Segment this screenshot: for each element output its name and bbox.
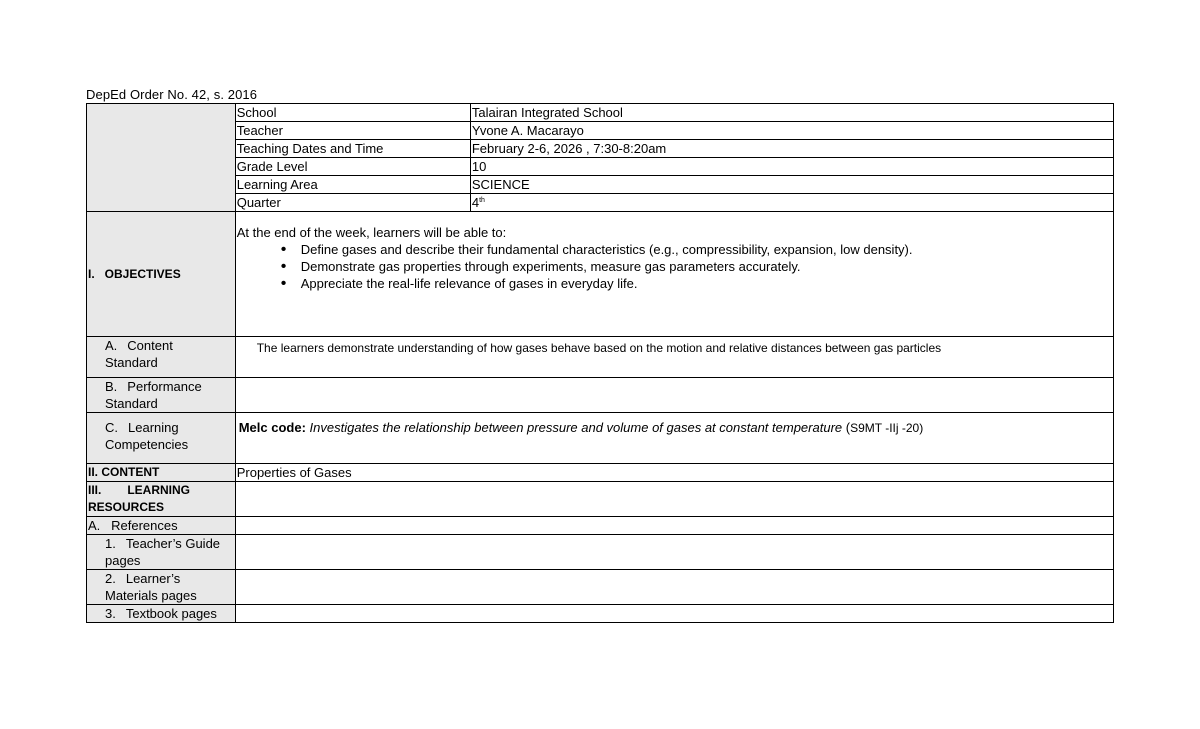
info-row-grade: [87, 158, 1114, 176]
info-row-school: [87, 104, 1114, 122]
performance-standard-line2: Standard: [105, 396, 158, 411]
objectives-content-cell: [235, 212, 1113, 337]
references-label: A. References: [87, 517, 236, 535]
objectives-label: OBJECTIVES: [104, 266, 181, 281]
content-label: II. CONTENT: [87, 464, 236, 482]
melc-label: Melc code:: [238, 420, 306, 435]
learning-resources-roman: III.: [88, 483, 102, 497]
info-value: February 2-6, 2026 , 7:30-8:20am: [470, 140, 1113, 158]
references-value: [235, 517, 1113, 535]
melc-cell: [235, 413, 1113, 464]
melc-code-open: (: [845, 420, 851, 435]
content-value: Properties of Gases: [235, 464, 1113, 482]
reference-num: 3.: [105, 606, 116, 621]
reference-num: 2.: [105, 571, 116, 586]
content-standard-num: A.: [105, 338, 118, 353]
performance-standard-line1: Performance: [127, 379, 202, 394]
performance-standard-text: [235, 378, 1113, 413]
info-label: Learning Area: [235, 176, 470, 194]
info-label: School: [235, 104, 470, 122]
objectives-label-cell: [87, 212, 236, 337]
content-standard-label-cell: [87, 337, 236, 378]
learning-competencies-num: C.: [105, 420, 118, 435]
info-label: Quarter: [235, 194, 470, 212]
reference-row: [87, 605, 1114, 623]
info-value: Yvone A. Macarayo: [470, 122, 1113, 140]
daily-lesson-log-table: [86, 103, 1114, 623]
header-blank-cell: [87, 104, 236, 212]
objective-item: • Appreciate the real-life relevance of gases in everyday life.: [301, 275, 1112, 292]
info-value: 10: [470, 158, 1113, 176]
learning-resources-line1: LEARNING: [127, 483, 191, 497]
performance-standard-row: [87, 378, 1114, 413]
reference-line1: Textbook pages: [125, 606, 217, 621]
quarter-number: 4: [471, 195, 480, 210]
info-value: Talairan Integrated School: [470, 104, 1113, 122]
info-label: Teacher: [235, 122, 470, 140]
info-value: [470, 194, 1113, 212]
quarter-suffix: th: [479, 197, 485, 204]
objective-item: • Demonstrate gas properties through experiments, measure gas parameters accurately.: [301, 258, 1112, 275]
reference-line1: Teacher’s Guide: [125, 536, 221, 551]
info-row-teacher: [87, 122, 1114, 140]
objectives-list: [237, 241, 1112, 292]
reference-num: 1.: [105, 536, 116, 551]
learning-resources-value: [235, 482, 1113, 517]
reference-value: [235, 605, 1113, 623]
learning-competencies-line2: Competencies: [105, 437, 189, 452]
reference-row: [87, 535, 1114, 570]
reference-row: [87, 570, 1114, 605]
melc-code: S9MT -IIj -20): [850, 421, 924, 435]
learning-competencies-row: [87, 413, 1114, 464]
learning-resources-label-cell: [87, 482, 236, 517]
objectives-row: [87, 212, 1114, 337]
reference-label-cell: [87, 570, 236, 605]
reference-value: [235, 535, 1113, 570]
melc-text: Investigates the relationship between pressure and volume of gases at constant temperature: [309, 420, 843, 435]
deped-order-label: DepEd Order No. 42, s. 2016: [86, 87, 258, 102]
content-standard-line1: Content: [127, 338, 173, 353]
reference-value: [235, 570, 1113, 605]
info-row-area: [87, 176, 1114, 194]
reference-label-cell: [87, 605, 236, 623]
learning-competencies-label-cell: [87, 413, 236, 464]
content-standard-line2: Standard: [105, 355, 158, 370]
reference-line2: pages: [105, 553, 141, 568]
learning-resources-line2: RESOURCES: [88, 500, 165, 514]
objective-item: • Define gases and describe their fundamental characteristics (e.g., compressibility, expansion, low density).: [301, 241, 1112, 258]
performance-standard-label-cell: [87, 378, 236, 413]
info-row-dates: [87, 140, 1114, 158]
references-row: [87, 517, 1114, 535]
objectives-roman: I.: [88, 266, 95, 281]
content-row: [87, 464, 1114, 482]
info-label: Teaching Dates and Time: [235, 140, 470, 158]
info-row-quarter: [87, 194, 1114, 212]
reference-line1: Learner’s: [125, 571, 181, 586]
info-label: Grade Level: [235, 158, 470, 176]
reference-label-cell: [87, 535, 236, 570]
objectives-intro: At the end of the week, learners will be able to:: [236, 225, 507, 240]
learning-competencies-line1: Learning: [128, 420, 179, 435]
learning-resources-row: [87, 482, 1114, 517]
performance-standard-num: B.: [105, 379, 118, 394]
reference-line2: Materials pages: [105, 588, 197, 603]
content-standard-text: The learners demonstrate understanding of how gases behave based on the motion and relative distances between gas particles: [235, 337, 1113, 378]
info-value: SCIENCE: [470, 176, 1113, 194]
content-standard-row: [87, 337, 1114, 378]
